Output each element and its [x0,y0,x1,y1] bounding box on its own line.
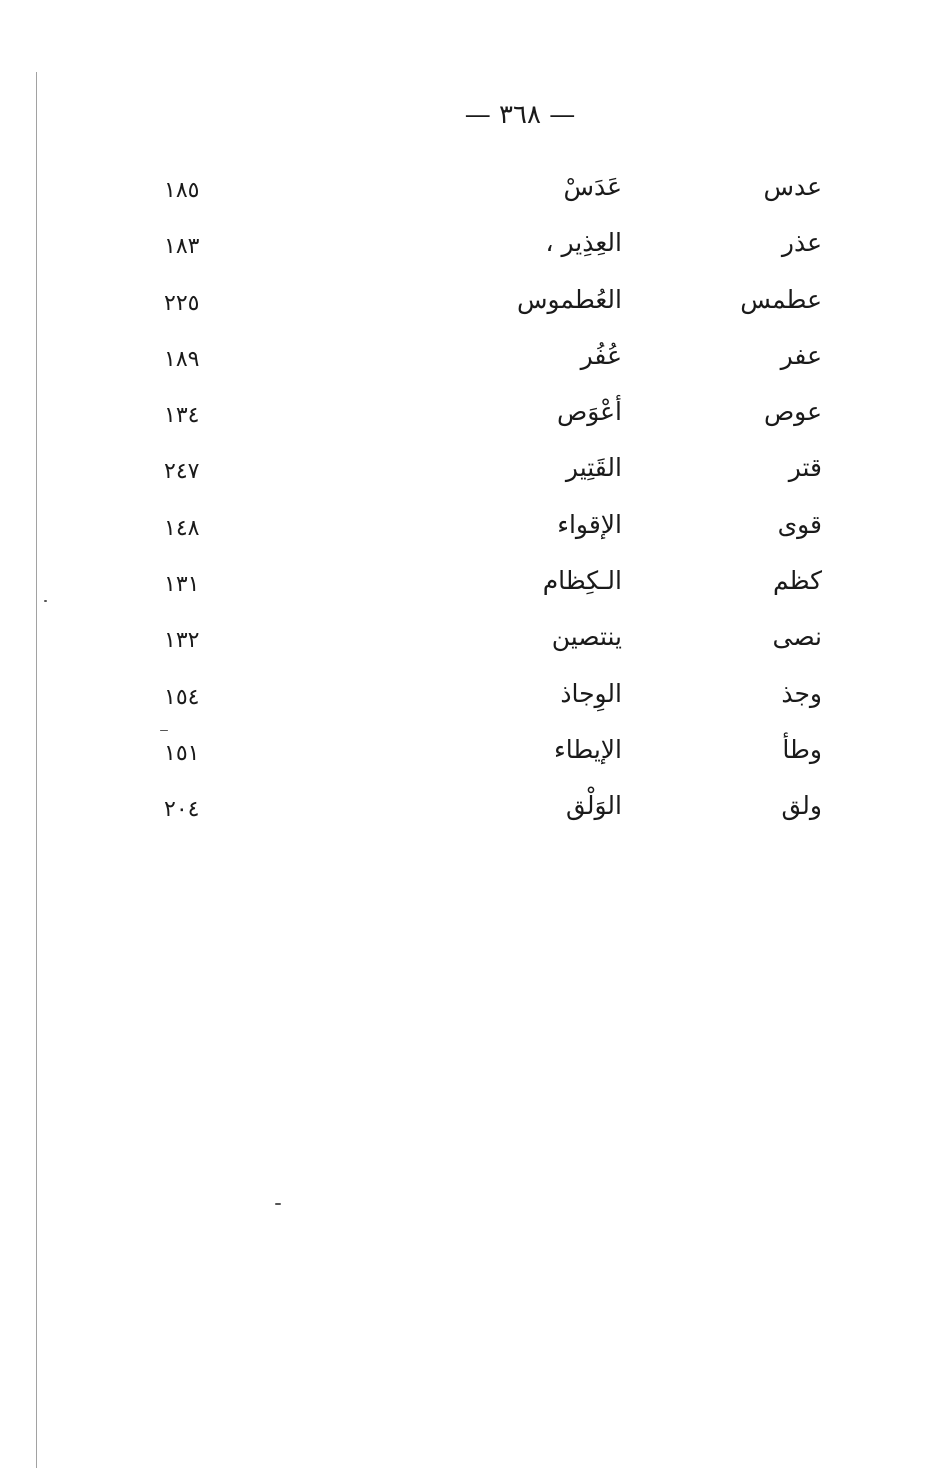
root-cell: كظم [772,566,822,596]
root-cell: عفر [780,340,822,370]
word-cell: العِذِير ، [545,228,622,258]
root-cell: عطمس [740,284,822,314]
page-ref-cell: ١٨٣ [164,234,200,260]
word-cell: أعْوَص [556,397,622,427]
index-row [0,453,940,509]
page-ref-cell: ٢٢٥ [164,290,200,316]
word-cell: العُطموس [516,284,622,314]
page-ref-cell: ١٣١ [164,572,200,598]
word-cell: الإقواء [557,509,622,539]
word-cell: القَتِير [565,453,622,483]
word-cell: الوِجاذ [560,678,622,708]
root-cell: وطأ [782,734,822,764]
word-cell: الـكِظام [542,566,622,596]
word-cell: عَدَسْ [563,172,622,201]
page-number: — ٣٦٨ — [464,100,576,130]
root-cell: نصى [772,622,822,652]
page-ref-cell: ١٣٤ [164,403,200,429]
index-row [0,172,940,228]
page-ref-cell: ١٥١ [164,740,200,766]
index-row [0,510,940,566]
root-cell: عوص [763,397,822,427]
word-cell: ينتصين [551,622,622,652]
index-row [0,679,940,735]
root-cell: وجذ [781,678,822,708]
index-row [0,791,940,847]
page-ref-cell: ٢٠٤ [164,797,200,823]
page-ref-cell: ١٨٥ [164,178,200,203]
scan-speck [275,1203,281,1205]
word-cell: الإيطاء [553,734,622,764]
page-ref-cell: ١٥٤ [164,684,200,710]
root-cell: عذر [781,228,822,258]
scan-speck [160,730,168,731]
page-ref-cell: ١٣٢ [164,628,200,654]
root-cell: قتر [788,453,822,483]
index-row [0,228,940,284]
word-cell: الوَلْق [566,791,622,821]
index-row [0,341,940,397]
scan-speck [44,600,47,602]
index-row [0,397,940,453]
index-row [0,285,940,341]
page-ref-cell: ١٨٩ [164,346,200,372]
page-ref-cell: ٢٤٧ [164,459,200,485]
page-ref-cell: ١٤٨ [164,515,200,541]
word-cell: عُفُر [580,340,622,370]
index-row [0,735,940,791]
index-row [0,566,940,622]
index-row [0,622,940,678]
root-cell: قوى [777,509,822,539]
index-table [0,172,940,848]
root-cell: عدس [763,172,822,201]
root-cell: ولق [781,791,822,821]
